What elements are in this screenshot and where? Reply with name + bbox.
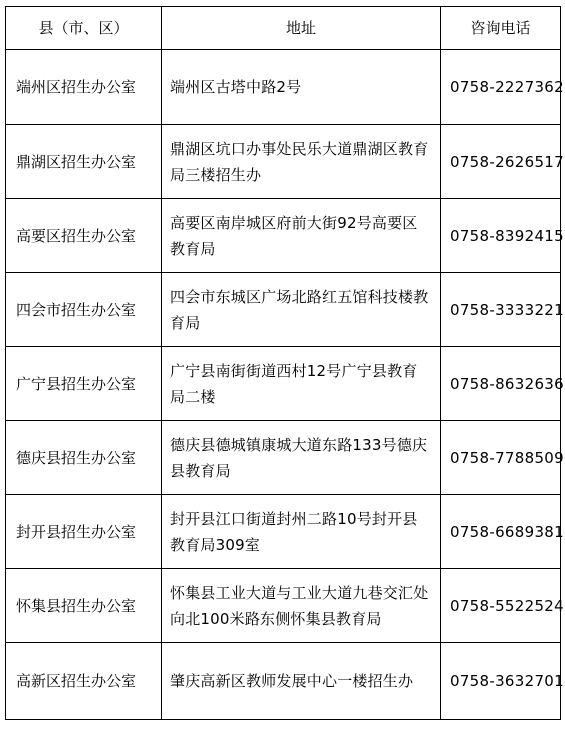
county-cell: 高新区招生办公室 — [6, 643, 162, 720]
county-cell: 封开县招生办公室 — [6, 495, 162, 569]
table-header-row — [6, 7, 561, 50]
phone-cell: 0758-3632701 — [441, 643, 561, 720]
phone-cell: 0758-2227362 — [441, 50, 561, 125]
address-cell: 怀集县工业大道与工业大道九巷交汇处向北100米路东侧怀集县教育局 — [162, 569, 441, 643]
column-header-address: 地址 — [162, 7, 441, 50]
column-header-phone: 咨询电话 — [441, 7, 561, 50]
county-cell: 广宁县招生办公室 — [6, 347, 162, 421]
county-cell: 德庆县招生办公室 — [6, 421, 162, 495]
address-cell: 端州区古塔中路2号 — [162, 50, 441, 125]
phone-cell: 0758-2626517 — [441, 125, 561, 199]
table-row — [6, 273, 561, 347]
county-cell: 四会市招生办公室 — [6, 273, 162, 347]
phone-cell: 0758-7788509 — [441, 421, 561, 495]
table-row — [6, 569, 561, 643]
admissions-office-table — [5, 6, 564, 720]
column-header-county: 县（市、区） — [6, 7, 162, 50]
phone-cell: 0758-3333221 — [441, 273, 561, 347]
address-cell: 封开县江口街道封州二路10号封开县教育局309室 — [162, 495, 441, 569]
county-cell: 鼎湖区招生办公室 — [6, 125, 162, 199]
table-row — [6, 495, 561, 569]
table-row — [6, 199, 561, 273]
phone-cell: 0758-8392415 — [441, 199, 561, 273]
table-row — [6, 643, 561, 720]
table-row — [6, 347, 561, 421]
address-cell: 四会市东城区广场北路红五馆科技楼教育局 — [162, 273, 441, 347]
phone-cell: 0758-6689381 — [441, 495, 561, 569]
county-cell: 高要区招生办公室 — [6, 199, 162, 273]
address-cell: 鼎湖区坑口办事处民乐大道鼎湖区教育局三楼招生办 — [162, 125, 441, 199]
address-cell: 广宁县南街街道西村12号广宁县教育局二楼 — [162, 347, 441, 421]
address-cell: 肇庆高新区教师发展中心一楼招生办 — [162, 643, 441, 720]
address-cell: 德庆县德城镇康城大道东路133号德庆县教育局 — [162, 421, 441, 495]
table-row — [6, 50, 561, 125]
address-cell: 高要区南岸城区府前大街92号高要区教育局 — [162, 199, 441, 273]
table-row — [6, 125, 561, 199]
table-row — [6, 421, 561, 495]
phone-cell: 0758-8632636 — [441, 347, 561, 421]
county-cell: 端州区招生办公室 — [6, 50, 162, 125]
phone-cell: 0758-5522524 — [441, 569, 561, 643]
county-cell: 怀集县招生办公室 — [6, 569, 162, 643]
